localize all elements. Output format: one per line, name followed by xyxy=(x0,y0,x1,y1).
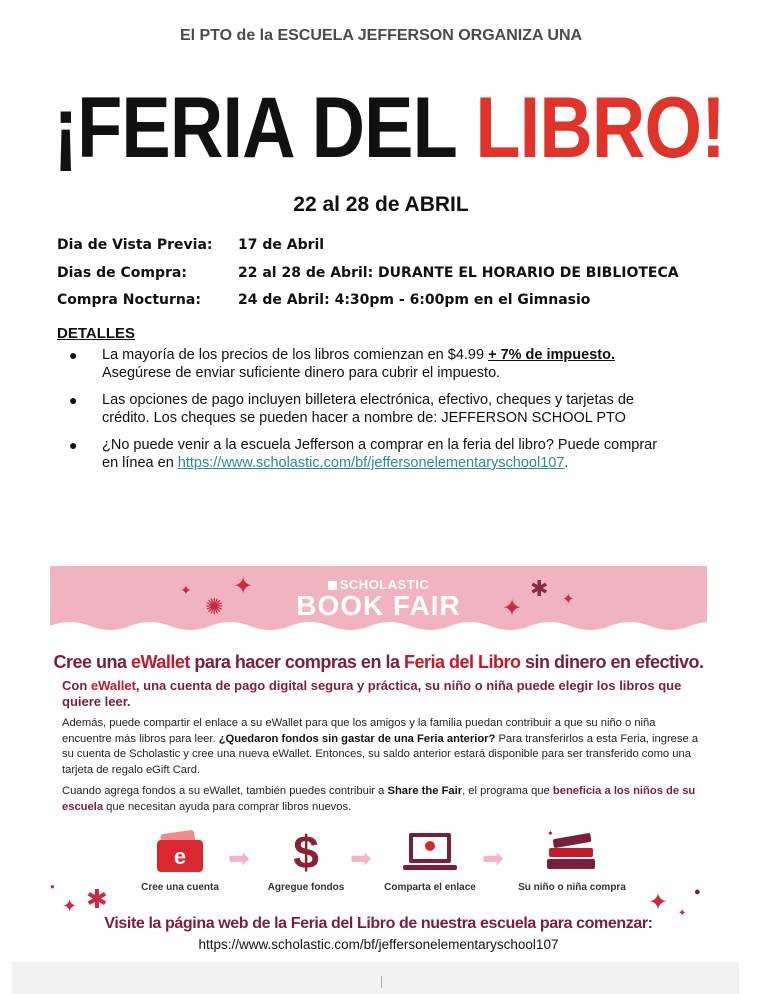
books-icon xyxy=(543,828,601,876)
visit-cta: Visite la página web de la Feria del Libro de nuestra escuela para comenzar: xyxy=(104,915,653,932)
bullet-end: . xyxy=(564,455,569,471)
burst-icon: ✱ xyxy=(86,884,108,914)
list-item xyxy=(57,436,667,472)
bullet-text: ¿No puede venir a la escuela Jefferson a comprar en la feria del libro? Puede comprar en línea en xyxy=(102,437,658,471)
ewallet-paragraph: Además, puede compartir el enlace a su eWallet para que los amigos y la familia puedan contribuir a que su niño o niña encuentre más libros para leer. ¿Quedaron fondos sin gastar de una Feria anterior? Para transferirlos a esta Feria, ingrese a su cuenta de Scholastic y cree una nueva eWallet. Entonces, su saldo anterior estará disponible para ser transferido como una tarjeta de regalo eGift Card. xyxy=(62,717,699,776)
arrow-icon: ➡ xyxy=(482,843,504,873)
scholastic-flyer xyxy=(50,566,707,956)
burst-icon: ✱ xyxy=(530,576,549,601)
ewallet-steps xyxy=(50,826,707,898)
ewallet-headline: Cree una eWallet para hacer compras en la Feria del Libro sin dinero en efectivo. xyxy=(53,652,704,672)
scholastic-square-icon xyxy=(328,581,337,590)
arrow-icon: ➡ xyxy=(228,843,250,873)
book-fair-logo: BOOK FAIR xyxy=(296,590,461,621)
step-create-account xyxy=(120,826,240,893)
organizer-line: El PTO de la ESCUELA JEFFERSON ORGANIZA UNA xyxy=(179,27,583,44)
dollar-icon: $ xyxy=(293,826,319,878)
step-label: Su niño o niña compra xyxy=(518,882,626,893)
step-label: Cree una cuenta xyxy=(141,882,219,893)
bullet-text: La mayoría de los precios de los libros comienzan en $4.99 xyxy=(102,347,489,363)
schedule-value: 22 al 28 de Abril: DURANTE EL HORARIO DE BIBLIOTECA xyxy=(238,265,679,281)
wallet-icon xyxy=(155,830,205,874)
page-title xyxy=(53,78,725,178)
sparkle-icon: ✦ xyxy=(233,573,254,600)
bullet-icon: ● xyxy=(69,347,78,363)
schedule-value: 24 de Abril: 4:30pm - 6:00pm en el Gimnasio xyxy=(238,292,591,308)
bullet-text: Las opciones de pago incluyen billetera electrónica, efectivo, cheques y tarjetas de crédito. Los cheques se pueden hacer a nombre de: JEFFERSON SCHOOL PTO xyxy=(102,392,634,426)
dot-icon: ● xyxy=(50,882,55,891)
footer-divider xyxy=(381,976,382,988)
scholastic-logo: SCHOLASTIC xyxy=(50,577,707,592)
laptop-icon xyxy=(401,829,459,875)
schedule-label: Dias de Compra: xyxy=(57,265,187,281)
sparkle-icon: ✦ xyxy=(180,582,192,598)
wave-divider xyxy=(50,618,707,638)
bullet-text-cont: Asegúrese de enviar suficiente dinero para cubrir el impuesto. xyxy=(102,365,501,381)
details-heading: DETALLES xyxy=(57,325,136,342)
burst-icon: ✺ xyxy=(205,594,224,619)
schedule-label: Dia de Vista Previa: xyxy=(57,237,213,253)
schedule-label: Compra Nocturna: xyxy=(57,292,201,308)
sparkle-icon: ✦ xyxy=(648,889,669,916)
step-share-link xyxy=(370,826,490,893)
step-label: Agregue fondos xyxy=(267,882,345,893)
step-child-shops xyxy=(512,826,632,893)
ewallet-subhead: Con eWallet, una cuenta de pago digital segura y práctica, su niño o niña puede elegir los libros que quiere leer. xyxy=(62,678,682,709)
step-add-funds xyxy=(246,826,366,893)
list-item xyxy=(57,346,667,382)
sparkle-icon: ✦ xyxy=(562,591,575,608)
sparkle-icon: ✦ xyxy=(62,896,78,916)
title-black-part: ¡FERIA DEL xyxy=(53,80,476,176)
bullet-icon: ● xyxy=(69,392,78,408)
book-fair-banner xyxy=(50,566,707,638)
dot-icon: ● xyxy=(694,886,701,898)
step-label: Comparta el enlace xyxy=(384,882,476,893)
sparkle-icon: ✦ xyxy=(502,595,523,622)
svg-text:✦: ✦ xyxy=(547,829,554,838)
list-item xyxy=(57,391,667,427)
bullet-icon: ● xyxy=(69,437,78,453)
schedule-value: 17 de Abril xyxy=(238,237,325,253)
tax-note: + 7% de impuesto. xyxy=(488,347,615,363)
svg-text:e: e xyxy=(173,844,187,869)
share-fair-paragraph: Cuando agrega fondos a su eWallet, también puedes contribuir a Share the Fair, el programa que beneficia a los niños de su escuela que necesitan ayuda para comprar libros nuevos. xyxy=(62,785,696,813)
arrow-icon: ➡ xyxy=(350,843,372,873)
page-footer xyxy=(12,962,739,994)
fair-dates: 22 al 28 de ABRIL xyxy=(293,193,469,216)
fair-url[interactable]: https://www.scholastic.com/bf/jeffersonelementaryschool107 xyxy=(198,937,559,952)
details-list xyxy=(57,346,667,481)
title-red-part: LIBRO! xyxy=(475,80,725,176)
online-shop-link[interactable]: https://www.scholastic.com/bf/jeffersonelementaryschool107 xyxy=(177,455,565,471)
sparkle-icon: ✦ xyxy=(678,908,687,919)
